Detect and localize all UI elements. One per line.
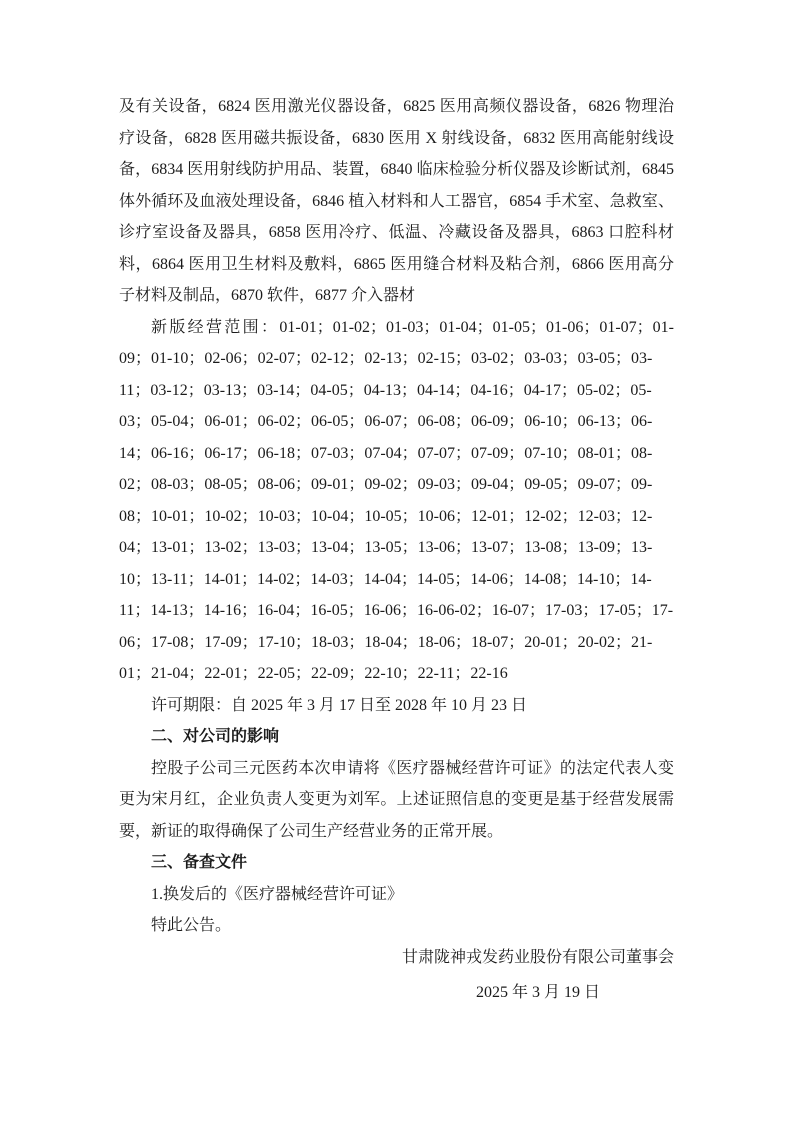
license-period-line: 许可期限：自 2025 年 3 月 17 日至 2028 年 10 月 23 日: [151, 696, 528, 714]
signature-date: 2025 年 3 月 19 日: [475, 984, 600, 1001]
paragraph-device-categories: 及有关设备，6824 医用激光仪器设备，6825 医用高频仪器设备，6826 物理治疗设备，6828 医用磁共振设备，6830 医用 X 射线设备，6832 医用高能射线设备，6834 医用射线防护用品、装置，6840 临床检验分析仪器及诊断试剂，6845 体外循环及血液处理设备，6846 植入材料和人工器官，6854 手术室、急救室、诊疗室设备及器具，6858 医用冷疗、低温、冷藏设备及器具，6863 口腔科材料，6864 医用卫生材料及敷料，6865 医用缝合材料及粘合剂，6866 医用高分子材料及制品，6870 软件，6877 介入器材: [119, 98, 674, 304]
section-heading-documents: 三、备查文件: [151, 854, 248, 871]
business-scope-codes: 01-01；01-02；01-03；01-04；01-05；01-06；01-07；01-09；01-10；02-06；02-07；02-12；02-13；02-15；03-02；03-03；03-05；03-11；03-12；03-13；03-14；04-05；04-13；04-14；04-16；04-17；05-02；05-03；05-04；06-01；06-02；06-05；06-07；06-08；06-09；06-10；06-13；06-14；06-16；06-17；06-18；07-03；07-04；07-07；07-09；07-10；08-01；08-02；08-03；08-05；08-06；09-01；09-02；09-03；09-04；09-05；09-07；09-08；10-01；10-02；10-03；10-04；10-05；10-06；12-01；12-02；12-03；12-04；13-01；13-02；13-03；13-04；13-05；13-06；13-07；13-08；13-09；13-10；13-11；14-01；14-02；14-03；14-04；14-05；14-06；14-08；14-10；14-11；14-13；14-16；16-04；16-05；16-06；16-06-02；16-07；17-03；17-05；17-06；17-08；17-09；17-10；18-03；18-04；18-06；18-07；20-01；20-02；21-01；21-04；22-01；22-05；22-09；22-10；22-11；22-16: [119, 318, 674, 682]
signature-block: [119, 942, 674, 1009]
closing-statement: 特此公告。: [151, 917, 232, 934]
paragraph-business-scope: [119, 312, 674, 690]
signature-inner: [402, 942, 674, 1009]
document-list-item-1: 1.换发后的《医疗器械经营许可证》: [151, 885, 404, 903]
business-scope-label: 新版经营范围：: [151, 318, 280, 336]
paragraph-impact-body: 控股子公司三元医药本次申请将《医疗器械经营许可证》的法定代表人变更为宋月红，企业负责人变更为刘军。上述证照信息的变更是基于经营发展需要，新证的取得确保了公司生产经营业务的正常开展。: [119, 759, 674, 840]
section-heading-impact: 二、对公司的影响: [151, 728, 280, 745]
signature-company-name: 甘肃陇神戎发药业股份有限公司董事会: [401, 948, 674, 966]
